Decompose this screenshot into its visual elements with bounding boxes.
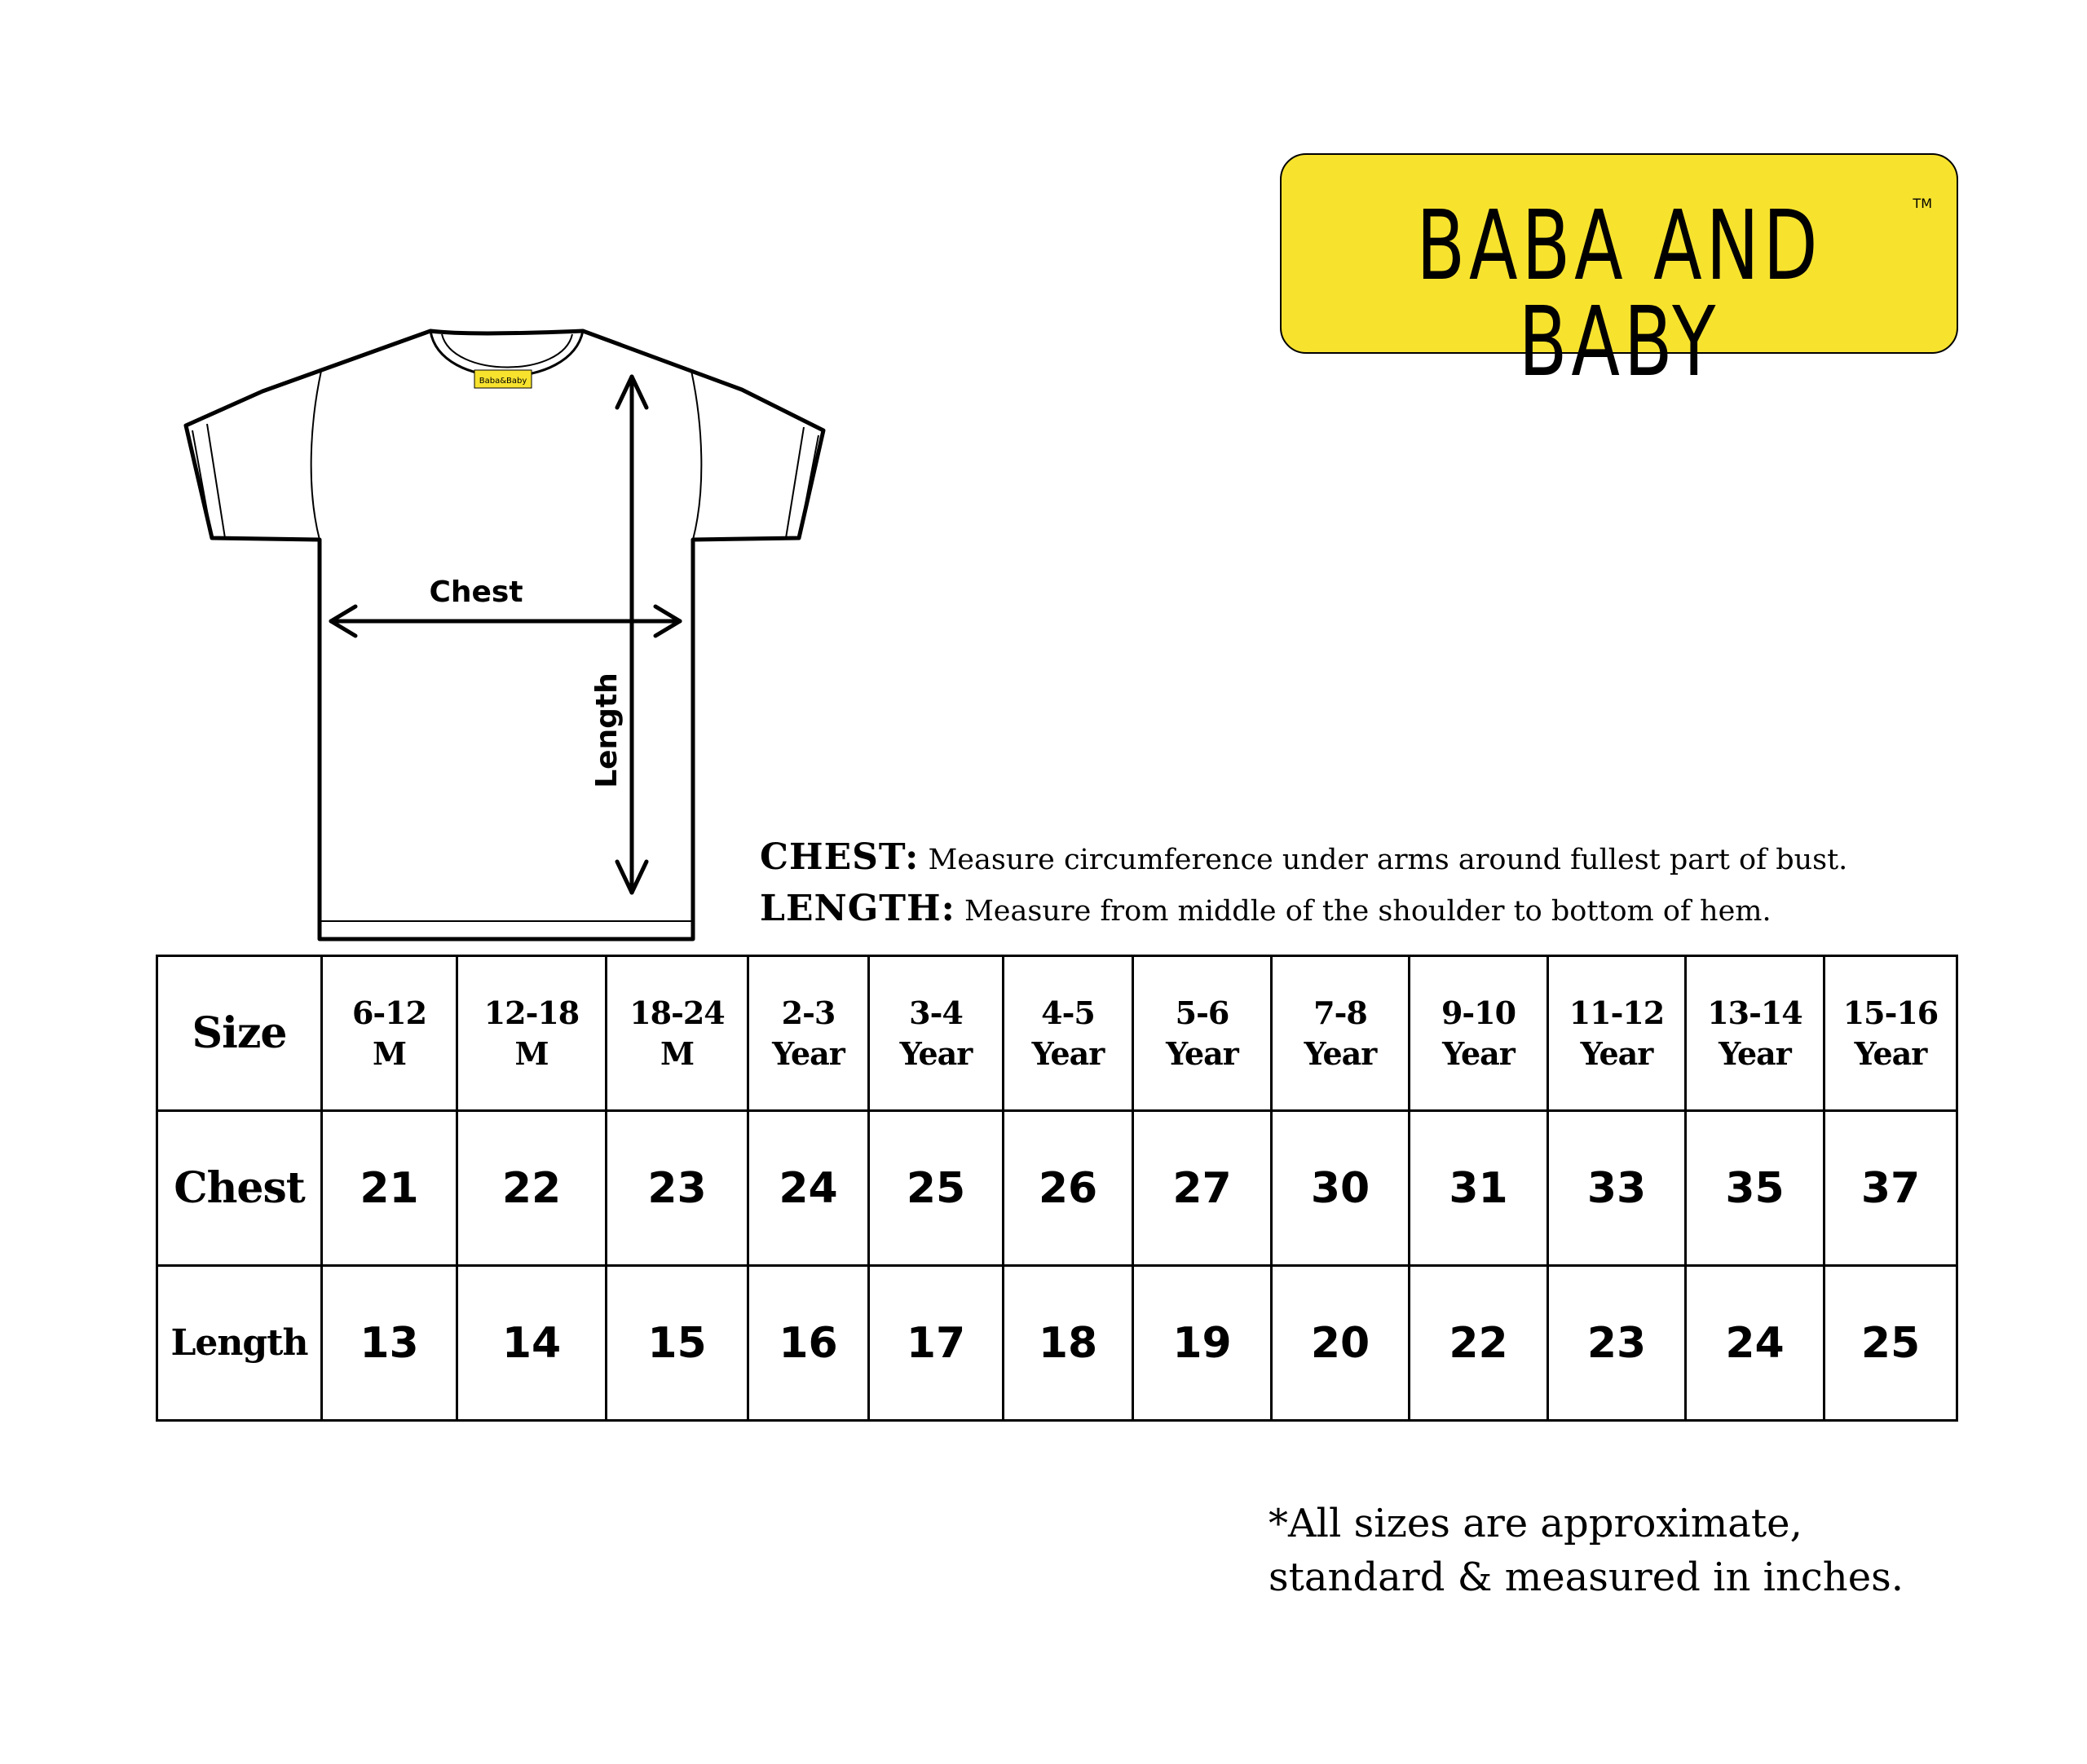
footnote-line-1: *All sizes are approximate,	[1269, 1501, 1802, 1546]
size-unit: Year	[1719, 1034, 1791, 1072]
brand-logo-text: BABA AND BABY	[1416, 189, 1822, 398]
size-range: 12-18	[483, 994, 580, 1031]
size-header-cell	[1824, 956, 1957, 1111]
footnote-line-2: standard & measured in inches.	[1269, 1555, 1904, 1600]
length-value: 23	[1548, 1266, 1686, 1421]
size-range: 18-24	[629, 994, 725, 1031]
length-value: 22	[1410, 1266, 1548, 1421]
length-value: 25	[1824, 1266, 1957, 1421]
length-value: 20	[1272, 1266, 1410, 1421]
size-header-cell	[1004, 956, 1133, 1111]
size-range: 4-5	[1041, 994, 1095, 1031]
trademark-mark: TM	[1913, 196, 1932, 211]
length-value: 19	[1133, 1266, 1272, 1421]
row-label-chest: Chest	[157, 1111, 322, 1266]
length-label: Length	[590, 673, 624, 788]
size-header-cell	[1410, 956, 1548, 1111]
size-row	[157, 956, 1957, 1111]
size-unit: Year	[1580, 1034, 1653, 1072]
length-instruction	[760, 884, 1847, 936]
size-header-cell	[1686, 956, 1824, 1111]
length-instruction-text: Measure from middle of the shoulder to bottom of hem.	[955, 895, 1772, 928]
row-label-length: Length	[157, 1266, 322, 1421]
size-chart-table	[156, 955, 1958, 1422]
chest-instruction	[760, 833, 1847, 884]
length-value: 13	[322, 1266, 457, 1421]
tshirt-diagram	[179, 326, 848, 946]
chest-value: 22	[457, 1111, 607, 1266]
chest-label: Chest	[429, 576, 523, 609]
tshirt-outline	[186, 331, 823, 939]
chest-value: 33	[1548, 1111, 1686, 1266]
size-header-cell	[1272, 956, 1410, 1111]
chest-instruction-text: Measure circumference under arms around fullest part of bust.	[919, 844, 1848, 876]
chest-value: 26	[1004, 1111, 1133, 1266]
size-range: 5-6	[1175, 994, 1229, 1031]
length-value: 18	[1004, 1266, 1133, 1421]
size-unit: Year	[1304, 1034, 1377, 1072]
row-label-size: Size	[157, 956, 322, 1111]
chest-value: 25	[869, 1111, 1004, 1266]
chest-value: 23	[607, 1111, 748, 1266]
length-row	[157, 1266, 1957, 1421]
size-unit: Year	[1031, 1034, 1105, 1072]
size-unit: Year	[1854, 1034, 1927, 1072]
size-unit: M	[372, 1034, 407, 1072]
chest-value: 24	[748, 1111, 869, 1266]
size-header-cell	[748, 956, 869, 1111]
size-header-cell	[1548, 956, 1686, 1111]
brand-tag-text: Baba&Baby	[479, 377, 527, 386]
chest-value: 30	[1272, 1111, 1410, 1266]
size-header-cell	[322, 956, 457, 1111]
size-header-cell	[607, 956, 748, 1111]
length-value: 16	[748, 1266, 869, 1421]
size-range: 2-3	[781, 994, 836, 1031]
length-value: 17	[869, 1266, 1004, 1421]
size-range: 13-14	[1707, 994, 1802, 1031]
size-range: 7-8	[1313, 994, 1367, 1031]
chest-value: 37	[1824, 1111, 1957, 1266]
length-value: 24	[1686, 1266, 1824, 1421]
size-unit: Year	[899, 1034, 973, 1072]
chest-instruction-key: CHEST:	[760, 836, 920, 878]
size-header-cell	[457, 956, 607, 1111]
size-unit: Year	[1166, 1034, 1238, 1072]
brand-logo	[1280, 153, 1958, 398]
chest-row	[157, 1111, 1957, 1266]
size-range: 11-12	[1569, 994, 1665, 1031]
size-header-cell	[869, 956, 1004, 1111]
size-unit: Year	[1442, 1034, 1515, 1072]
chest-value: 27	[1133, 1111, 1272, 1266]
chest-value: 21	[322, 1111, 457, 1266]
size-header-cell	[1133, 956, 1272, 1111]
length-value: 15	[607, 1266, 748, 1421]
length-value: 14	[457, 1266, 607, 1421]
chest-value: 31	[1410, 1111, 1548, 1266]
length-instruction-key: LENGTH:	[760, 888, 955, 929]
size-unit: M	[660, 1034, 695, 1072]
chest-value: 35	[1686, 1111, 1824, 1266]
size-range: 3-4	[909, 994, 963, 1031]
size-unit: M	[514, 1034, 549, 1072]
size-footnote	[1269, 1497, 1904, 1604]
measurement-instructions	[760, 833, 1847, 936]
size-range: 9-10	[1441, 994, 1516, 1031]
size-unit: Year	[772, 1034, 845, 1072]
size-range: 15-16	[1842, 994, 1939, 1031]
size-range: 6-12	[351, 994, 427, 1031]
